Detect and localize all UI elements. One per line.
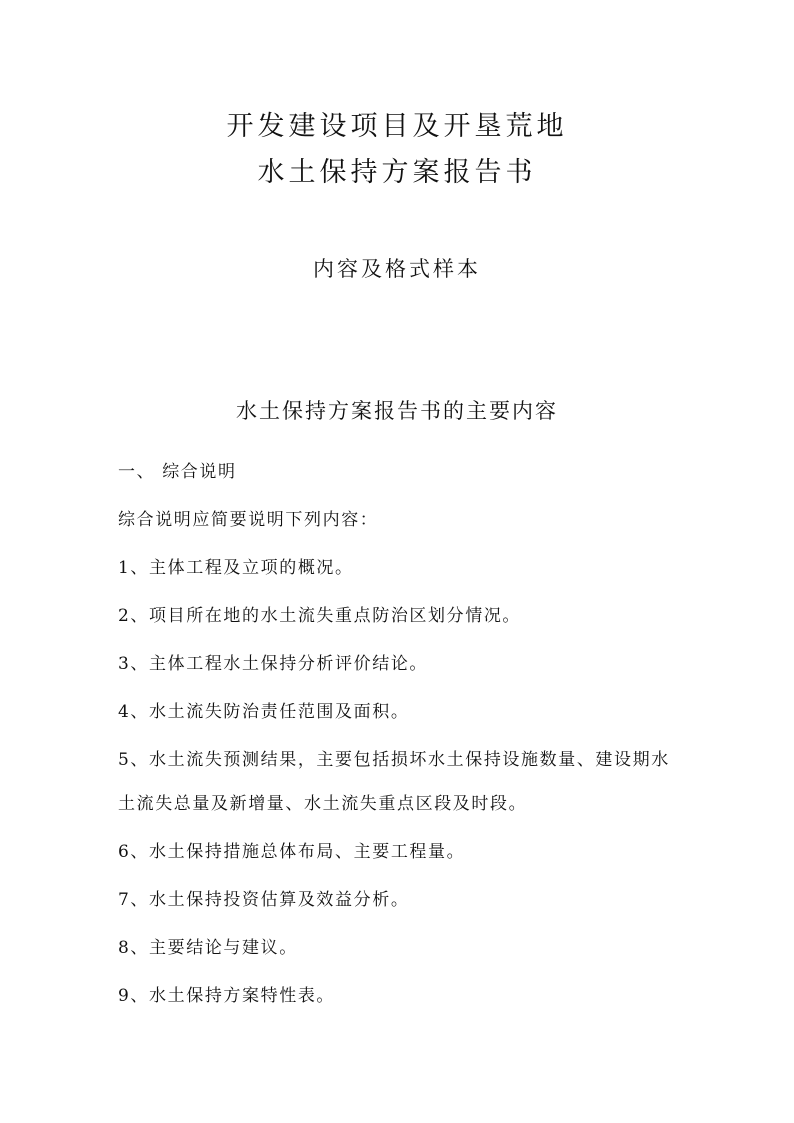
title-line-2: 水土保持方案报告书 [257,157,537,188]
list-item: 6、水土保持措施总体布局、主要工程量。 [118,842,466,862]
document-title [0,104,794,196]
chapter-heading: 一、 综合说明 [118,462,237,482]
intro-paragraph: 综合说明应简要说明下列内容： [118,510,379,530]
document-body [118,448,674,1020]
section-heading: 水土保持方案报告书的主要内容 [236,399,558,423]
title-line-1: 开发建设项目及开垦荒地 [226,111,568,142]
list-item: 3、主体工程水土保持分析评价结论。 [118,654,429,674]
list-item: 1、主体工程及立项的概况。 [118,558,354,578]
list-item: 7、水土保持投资估算及效益分析。 [118,890,410,910]
list-item: 8、主要结论与建议。 [118,938,298,958]
list-item: 5、水土流失预测结果，主要包括损坏水土保持设施数量、建设期水土流失总量及新增量、水土流失重点区段及时段。 [118,750,670,814]
list-item: 2、项目所在地的水土流失重点防治区划分情况。 [118,606,522,626]
document-subtitle: 内容及格式样本 [313,257,481,281]
list-item: 9、水土保持方案特性表。 [118,986,336,1006]
list-item: 4、水土流失防治责任范围及面积。 [118,702,410,722]
